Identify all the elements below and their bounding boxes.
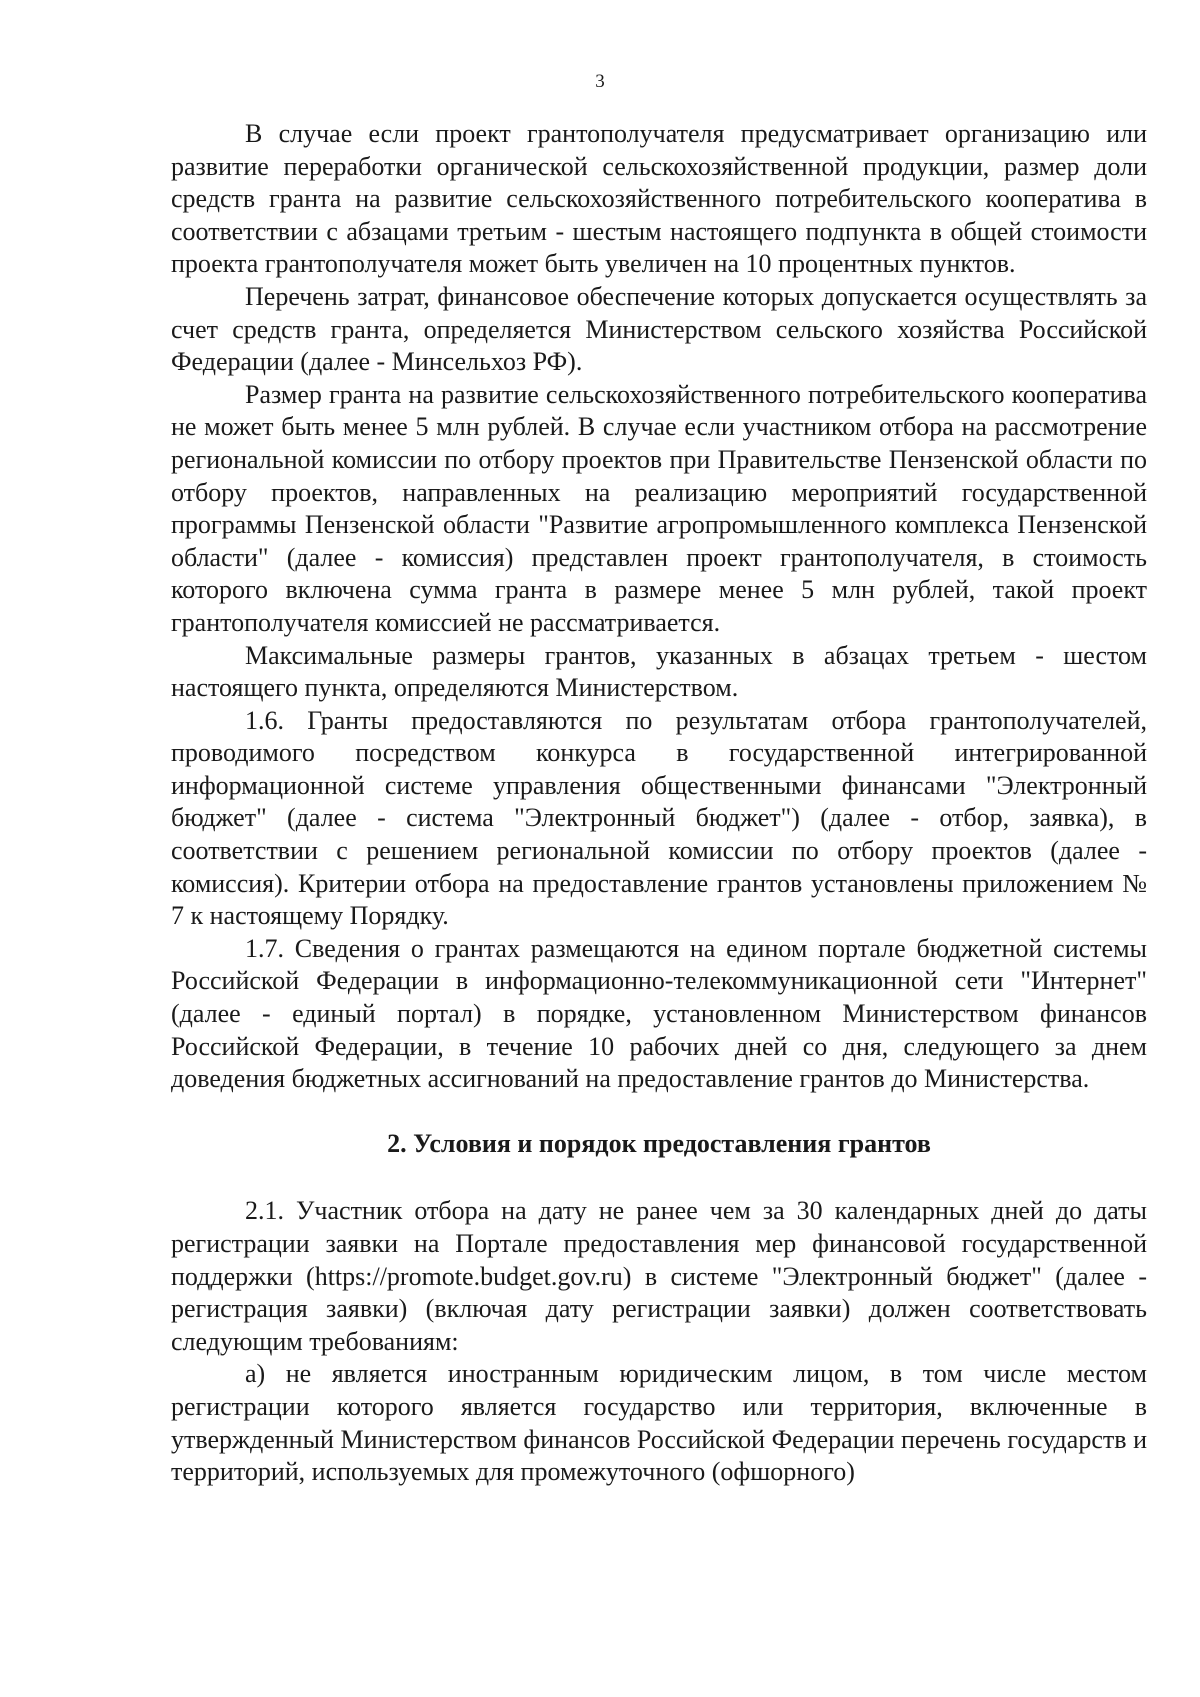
paragraph: 1.6. Гранты предоставляются по результатам отбора грантополучателей, проводимого посредством конкурса в государственной интегрированной информационной системе управления общественными финансами "Электронный бюджет" (далее - система "Электронный бюджет") (далее - отбор, заявка), в соответствии с решением региональной комиссии по отбору проектов (далее - комиссия). Критерии отбора на предоставление грантов установлены приложением № 7 к настоящему Порядку. bbox=[171, 705, 1147, 931]
paragraph: 1.7. Сведения о грантах размещаются на едином портале бюджетной системы Российской Федерации в информационно-телекоммуникационной сети "Интернет" (далее - единый портал) в порядке, установленном Министерством финансов Российской Федерации, в течение 10 рабочих дней со дня, следующего за днем доведения бюджетных ассигнований на предоставление грантов до Министерства. bbox=[171, 933, 1147, 1094]
paragraph: Максимальные размеры грантов, указанных в абзацах третьем - шестом настоящего пункта, определяются Министерством. bbox=[171, 640, 1147, 703]
page-number: 3 bbox=[595, 71, 605, 92]
section-heading: 2. Условия и порядок предоставления грантов bbox=[387, 1128, 931, 1158]
paragraph: В случае если проект грантополучателя предусматривает организацию или развитие переработки органической сельскохозяйственной продукции, размер доли средств гранта на развитие сельскохозяйственного потребительского кооператива в соответствии с абзацами третьим - шестым настоящего подпункта в общей стоимости проекта грантополучателя может быть увеличен на 10 процентных пунктов. bbox=[171, 119, 1147, 279]
paragraph: Размер гранта на развитие сельскохозяйственного потребительского кооператива не может быть менее 5 млн рублей. В случае если участником отбора на рассмотрение региональной комиссии по отбору проектов при Правительстве Пензенской области по отбору проектов, направленных на реализацию мероприятий государственной программы Пензенской области "Развитие агропромышленного комплекса Пензенской области" (далее - комиссия) представлен проект грантополучателя, в стоимость которого включена сумма гранта в размере менее 5 млн рублей, такой проект грантополучателя комиссией не рассматривается. bbox=[171, 379, 1147, 637]
paragraph: 2.1. Участник отбора на дату не ранее чем за 30 календарных дней до даты регистрации заявки на Портале предоставления мер финансовой государственной поддержки (https://promote.budget.gov.ru) в системе "Электронный бюджет" (далее - регистрация заявки) (включая дату регистрации заявки) должен соответствовать следующим требованиям: bbox=[171, 1196, 1147, 1356]
paragraph: Перечень затрат, финансовое обеспечение которых допускается осуществлять за счет средств гранта, определяется Министерством сельского хозяйства Российской Федерации (далее - Минсельхоз РФ). bbox=[171, 281, 1147, 377]
document-body bbox=[171, 118, 1147, 1489]
paragraph: а) не является иностранным юридическим лицом, в том числе местом регистрации которого является государство или территория, включенные в утвержденный Министерством финансов Российской Федерации перечень государств и территорий, используемых для промежуточного (офшорного) bbox=[171, 1359, 1147, 1487]
